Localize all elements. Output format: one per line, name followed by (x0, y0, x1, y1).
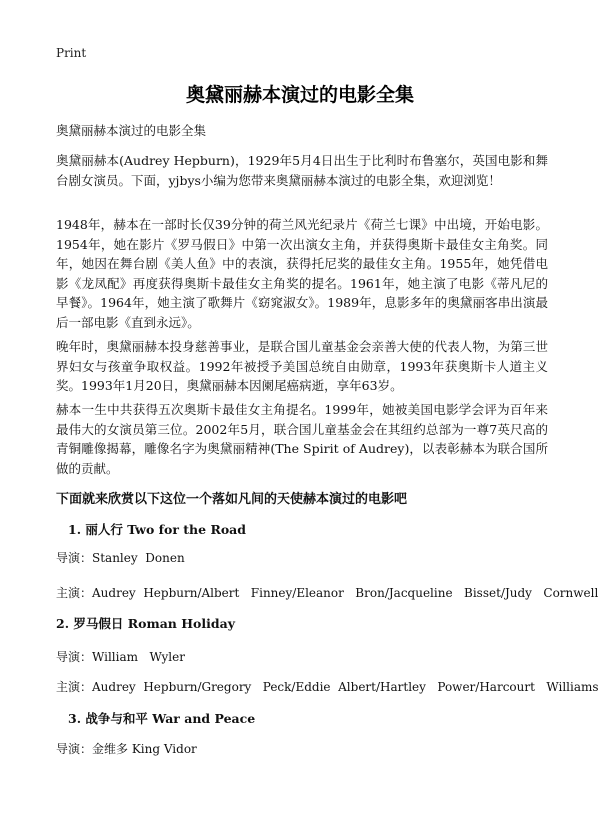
paragraph-later-life: 晚年时，奥黛丽赫本投身慈善事业，是联合国儿童基金会亲善大使的代表人物，为第三世界妇女与孩童争取权益。1992年被授予美国总统自由勋章，1993年获奥斯卡人道主义奖。1993年1月20日，奥黛丽赫本因阑尾癌病逝，享年63岁。 (56, 339, 548, 393)
movie-title: 3. 战争与和平 War and Peace (68, 711, 256, 726)
movie-director: 导演：金维多 King Vidor (56, 742, 197, 756)
movie-title: 2. 罗马假日 Roman Holiday (56, 616, 235, 631)
paragraph-intro: 奥黛丽赫本(Audrey Hepburn)，1929年5月4日出生于比利时布鲁塞尔，英国电影和舞台剧女演员。下面，yjbys小编为您带来奥黛丽赫本演过的电影全集，欢迎浏览！ (56, 153, 548, 188)
movie-director: 导演：Stanley Donen (56, 551, 185, 565)
paragraph-legacy: 赫本一生中共获得五次奥斯卡最佳女主角提名。1999年，她被美国电影学会评为百年来最伟大的女演员第三位。2002年5月，联合国儿童基金会在其纽约总部为一尊7英尺高的青铜雕像揭幕，雕像名字为奥黛丽精神(The Spirit of Audrey)，以表彰赫本为联合国所做的贡献。 (56, 402, 548, 476)
print-link[interactable]: Print (56, 46, 87, 60)
movie-cast: 主演：Audrey Hepburn/Albert Finney/Eleanor Bron/Jacqueline Bisset/Judy Cornwell (56, 586, 599, 600)
page-title: 奥黛丽赫本演过的电影全集 (185, 84, 414, 106)
article-subtitle: 奥黛丽赫本演过的电影全集 (56, 123, 207, 138)
movie-cast: 主演：Audrey Hepburn/Gregory Peck/Eddie Albert/Hartley Power/Harcourt Williams (56, 680, 599, 694)
movie-title: 1. 丽人行 Two for the Road (68, 522, 247, 537)
movies-lead-heading: 下面就来欣赏以下这位一个落如凡间的天使赫本演过的电影吧 (56, 492, 408, 507)
paragraph-career: 1948年，赫本在一部时长仅39分钟的荷兰风光纪录片《荷兰七课》中出境，开始电影。1954年，她在影片《罗马假日》中第一次出演女主角，并获得奥斯卡最佳女主角奖。同年，她因在舞台剧《美人鱼》中的表演，获得托尼奖的最佳女主角。1955年，她凭借电影《龙凤配》再度获得奥斯卡最佳女主角奖的提名。1961年，她主演了电影《蒂凡尼的早餐》。1964年，她主演了歌舞片《窈窕淑女》。1989年，息影多年的奥黛丽客串出演最后一部电影《直到永远》。 (56, 217, 548, 330)
movie-director: 导演：William Wyler (56, 650, 185, 664)
